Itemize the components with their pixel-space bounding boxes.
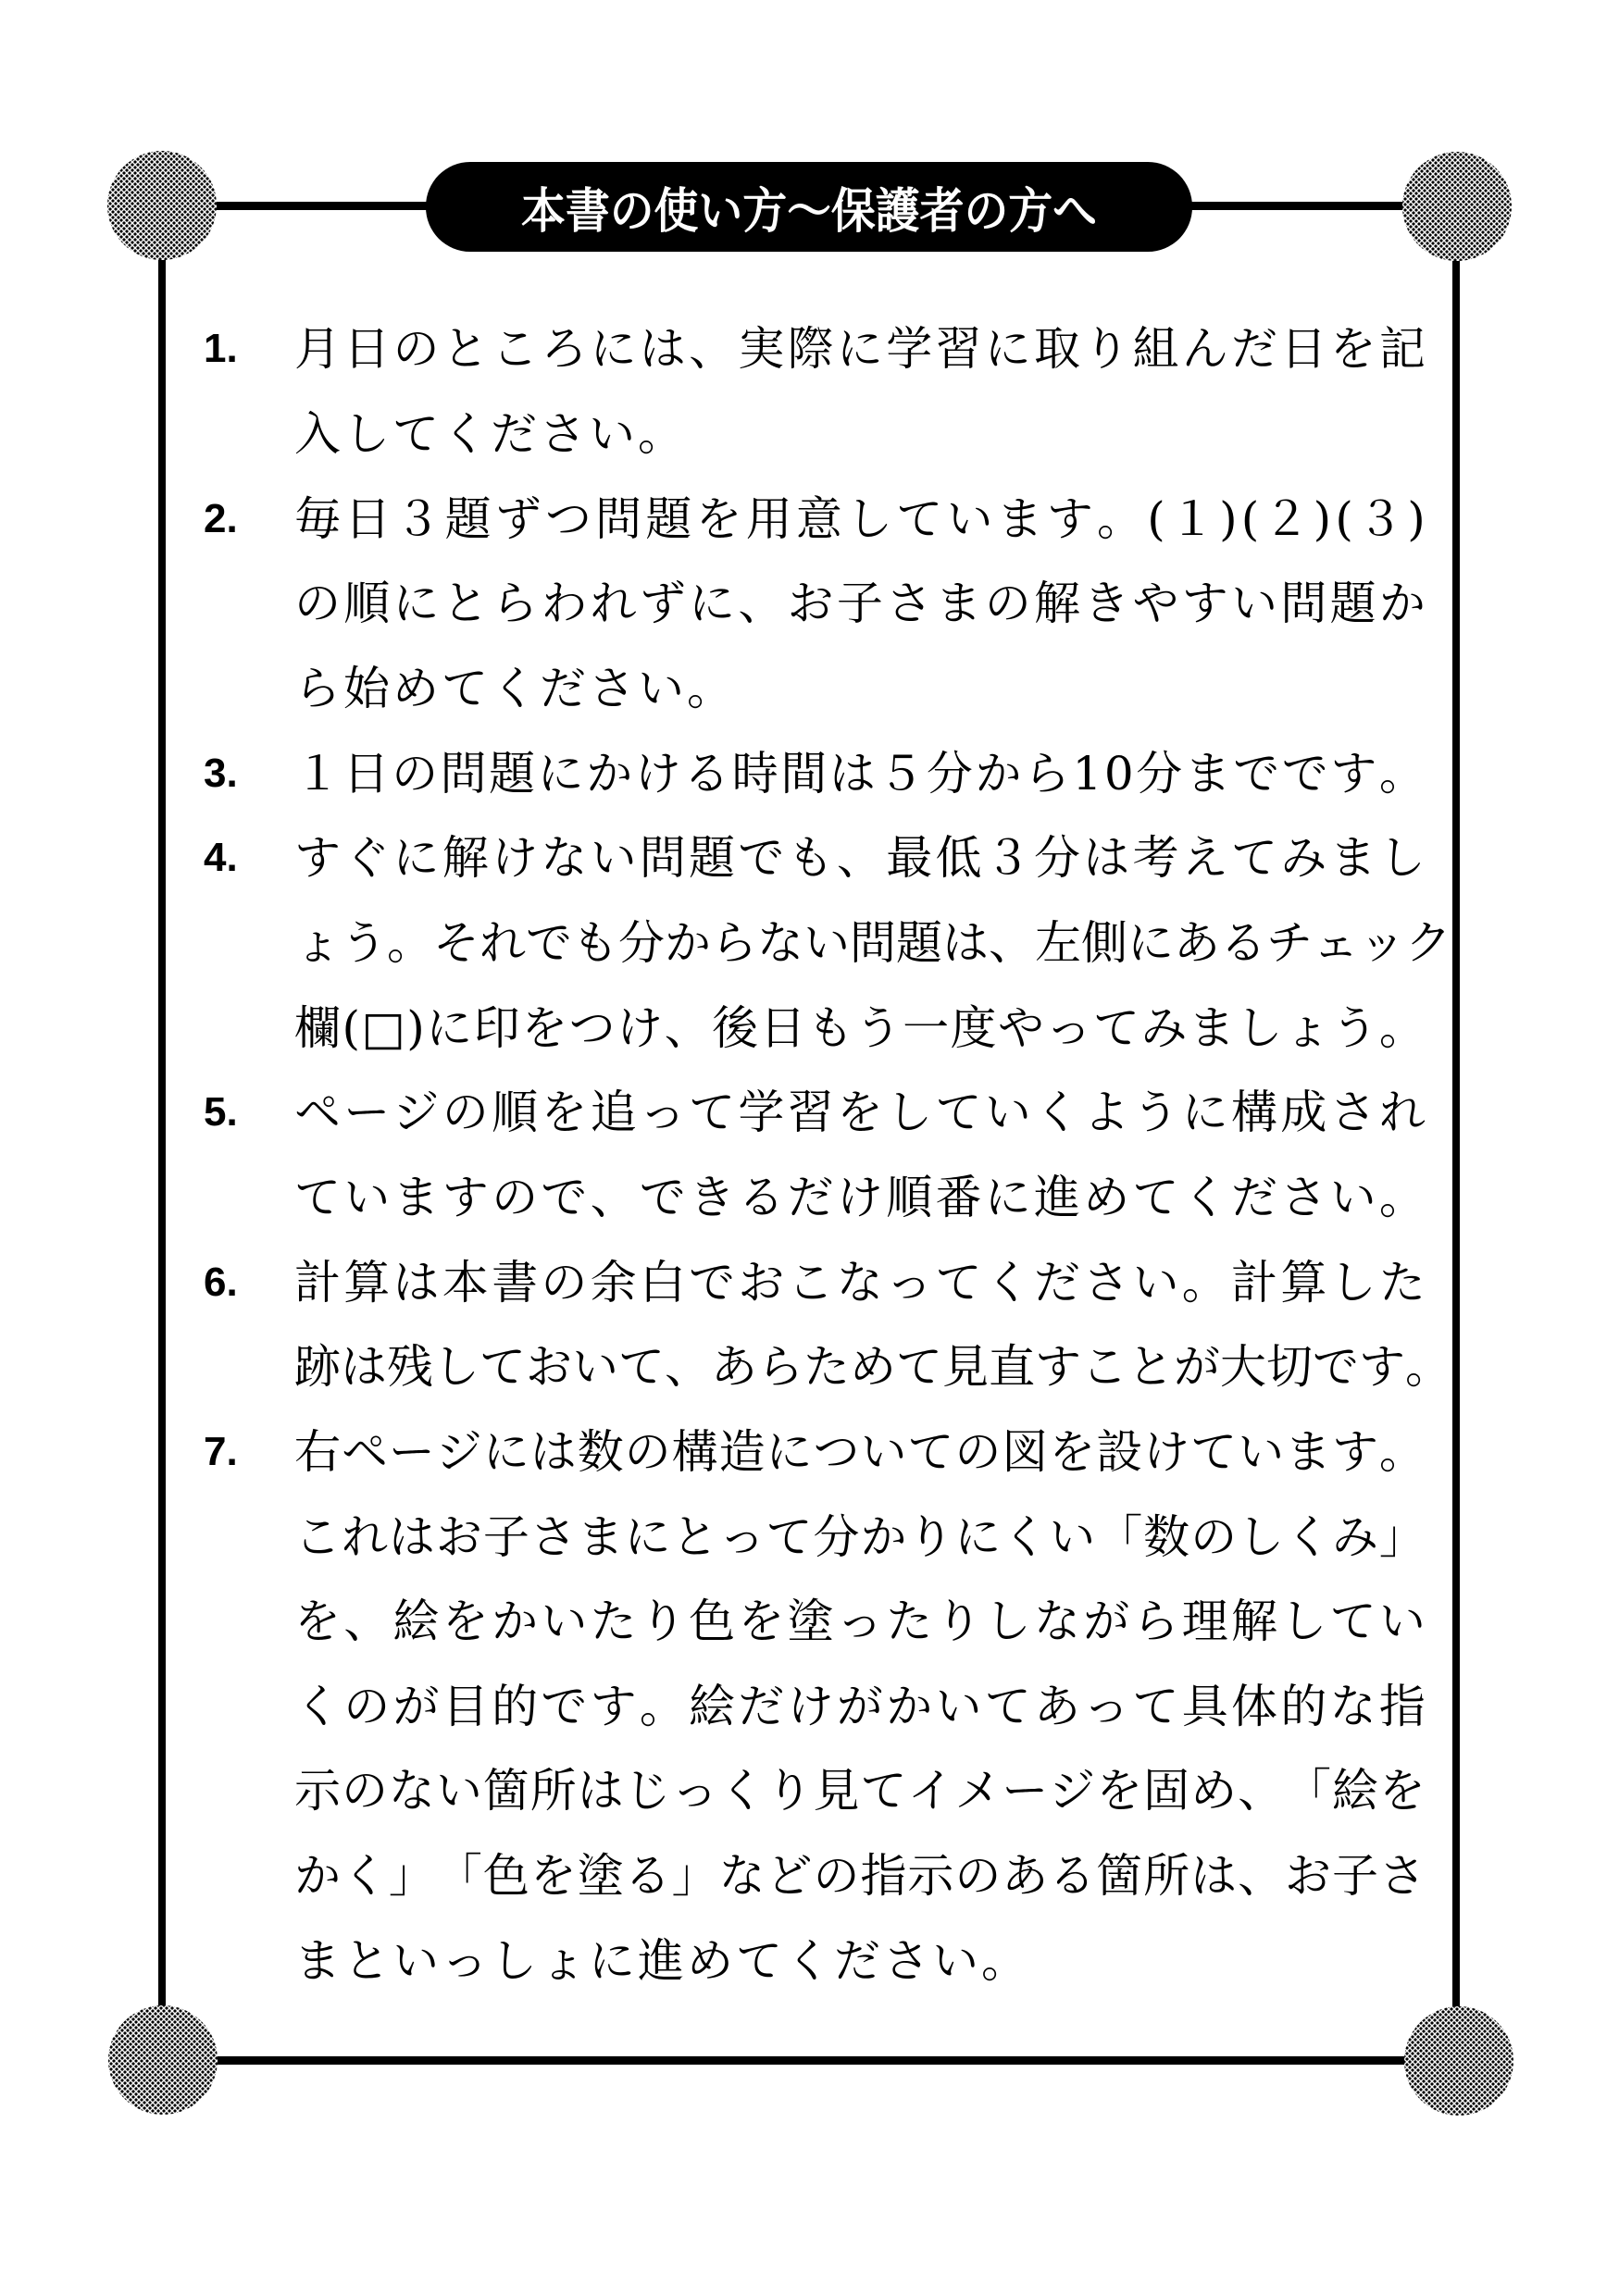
corner-dot-top-right — [1402, 152, 1512, 261]
item-4-line-1: す ぐ に 解 け な い 問 題 で も 、 最 低 ３ 分 は 考 え て み ま し — [294, 831, 1426, 885]
item-1-line-2: 入してください。 — [294, 407, 687, 461]
frame-left-line — [158, 205, 166, 2060]
item-7-line-4: く の が 目 的 で す 。 絵 だ け が か い て あ っ て 具 体 的 な 指 — [294, 1680, 1426, 1733]
item-7-line-2: こ れ は お 子 さ ま に と っ て 分 か り に く い 「 数 の し く み 」 — [294, 1510, 1426, 1564]
frame-right-line — [1452, 205, 1460, 2060]
corner-dot-bottom-right — [1404, 2006, 1513, 2116]
item-number-4: 4. — [204, 835, 238, 880]
frame-bottom-line — [162, 2056, 1458, 2065]
item-number-3: 3. — [204, 751, 238, 796]
item-number-6: 6. — [204, 1260, 238, 1305]
item-number-5: 5. — [204, 1089, 238, 1135]
item-3-line-1: １ 日 の 問 題 に か け る 時 間 は ５ 分 か ら 1 0 分 ま で で す 。 — [294, 747, 1426, 800]
item-6-line-2: 跡 は 残 し て お い て 、 あ ら た め て 見 直 す こ と が 大 切 で す 。 — [294, 1340, 1451, 1394]
item-1-line-1: 月 日 の と こ ろ に は 、 実 際 に 学 習 に 取 り 組 ん だ 日 を 記 — [294, 322, 1426, 376]
item-2-line-2: の 順 に と ら わ れ ず に 、 お 子 さ ま の 解 き や す い 問 題 か — [294, 577, 1426, 630]
item-2-line-1: 毎 日 ３ 題 ず つ 問 題 を 用 意 し て い ま す 。 ( １ ) ( ２ ) ( ３ ) — [294, 492, 1426, 546]
item-4-line-3: 欄 ( □ ) に 印 を つ け 、 後 日 も う 一 度 や っ て み ま し ょ う 。 — [294, 1001, 1426, 1055]
item-5-line-1: ペ ー ジ の 順 を 追 っ て 学 習 を し て い く よ う に 構 成 さ れ — [294, 1086, 1426, 1139]
item-7-line-7: まといっしょに進めてください。 — [294, 1934, 1030, 1988]
item-7-line-5: 示 の な い 箇 所 は じ っ く り 見 て イ メ ー ジ を 固 め 、 「 絵 を — [294, 1764, 1426, 1818]
item-5-line-2: て い ま す の で 、 で き る だ け 順 番 に 進 め て く だ さ い 。 — [294, 1171, 1426, 1224]
title-banner — [426, 162, 1192, 252]
item-6-line-1: 計 算 は 本 書 の 余 白 で お こ な っ て く だ さ い 。 計 算 し た — [294, 1256, 1426, 1309]
corner-dot-top-left — [107, 151, 217, 260]
item-7-line-1: 右 ペ ー ジ に は 数 の 構 造 に つ い て の 図 を 設 け て い ま す 。 — [294, 1425, 1426, 1479]
item-number-1: 1. — [204, 326, 238, 371]
item-4-line-2: ょ う 。 そ れ で も 分 か ら な い 問 題 は 、 左 側 に あ る チ ェ ッ ク — [294, 916, 1451, 970]
item-number-2: 2. — [204, 496, 238, 541]
item-7-line-6: か く 」 「 色 を 塗 る 」 な ど の 指 示 の あ る 箇 所 は 、 お 子 さ — [294, 1849, 1426, 1903]
page-title: 本書の使い方〜保護者の方へ — [521, 185, 1097, 239]
item-number-7: 7. — [204, 1429, 238, 1474]
item-7-line-3: を 、 絵 を か い た り 色 を 塗 っ た り し な が ら 理 解 し て い — [294, 1595, 1426, 1648]
corner-dot-bottom-left — [108, 2005, 218, 2115]
item-2-line-3: ら始めてください。 — [294, 662, 736, 715]
